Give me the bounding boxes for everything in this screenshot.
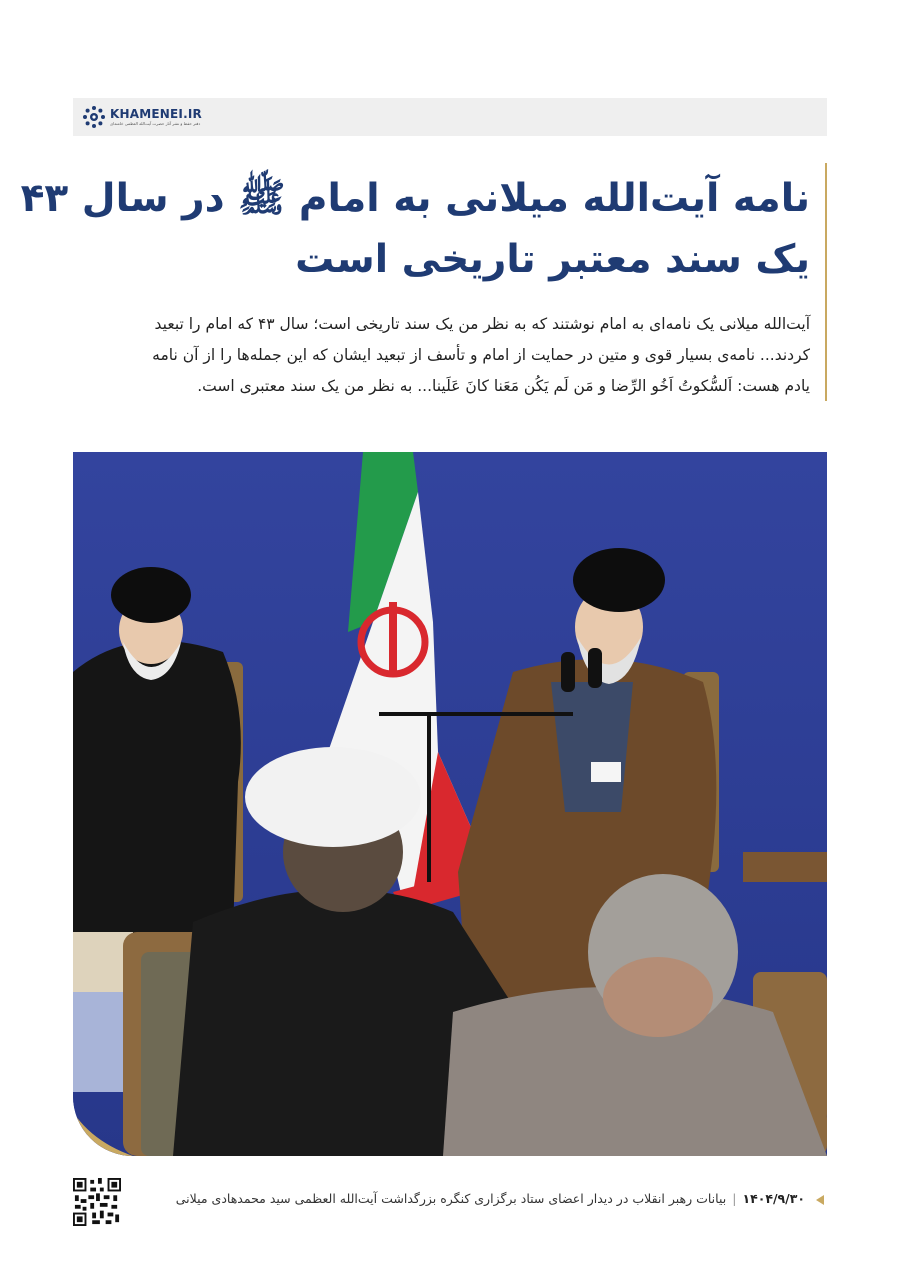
brand-tagline: دفتر حفظ و نشر آثار حضرت آیت‌الله العظمی خامنه‌ای xyxy=(110,121,201,126)
meeting-photo xyxy=(73,452,827,1156)
qr-code-icon[interactable] xyxy=(73,1178,121,1226)
caption-separator: | xyxy=(732,1191,737,1206)
body-line-1: آیت‌الله میلانی یک نامه‌ای به امام نوشتند که به نظر من یک سند تاریخی است؛ سال ۴۳ که امام را تبعید xyxy=(154,315,810,333)
caption-text: بیانات رهبر انقلاب در دیدار اعضای ستاد برگزاری کنگره بزرگداشت آیت‌الله العظمی سید محمدهادی میلانی xyxy=(175,1191,727,1206)
quote-body xyxy=(90,309,810,402)
body-line-3: یادم هست: اَلسُّکوتُ اَخُو الرِّضا و مَن لَم یَکُن مَعَنا کانَ عَلَینا... به نظر من یک سند معتبری است. xyxy=(197,377,810,395)
title-line-2: یک سند معتبر تاریخی است xyxy=(295,237,810,282)
page-title xyxy=(20,168,810,290)
caption-date: ۱۴۰۴/۹/۳۰ xyxy=(742,1191,805,1206)
meeting-scene xyxy=(73,452,827,1156)
title-accent-line xyxy=(825,163,827,401)
photo-caption xyxy=(176,1189,805,1209)
body-line-2: کردند... نامه‌ی بسیار قوی و متین در حمایت از امام و تأسف از تبعید ایشان که این جمله‌ها را از آن نامه xyxy=(152,346,810,364)
khamenei-logo-icon xyxy=(82,105,106,129)
brand-logo[interactable] xyxy=(82,104,202,130)
brand-name: KHAMENEI.IR xyxy=(110,107,202,121)
title-line-1: نامه آیت‌الله میلانی به امام ﷺ در سال ۴۳ xyxy=(20,176,810,221)
side-table xyxy=(743,852,827,882)
triangle-arrow-icon xyxy=(816,1195,824,1205)
